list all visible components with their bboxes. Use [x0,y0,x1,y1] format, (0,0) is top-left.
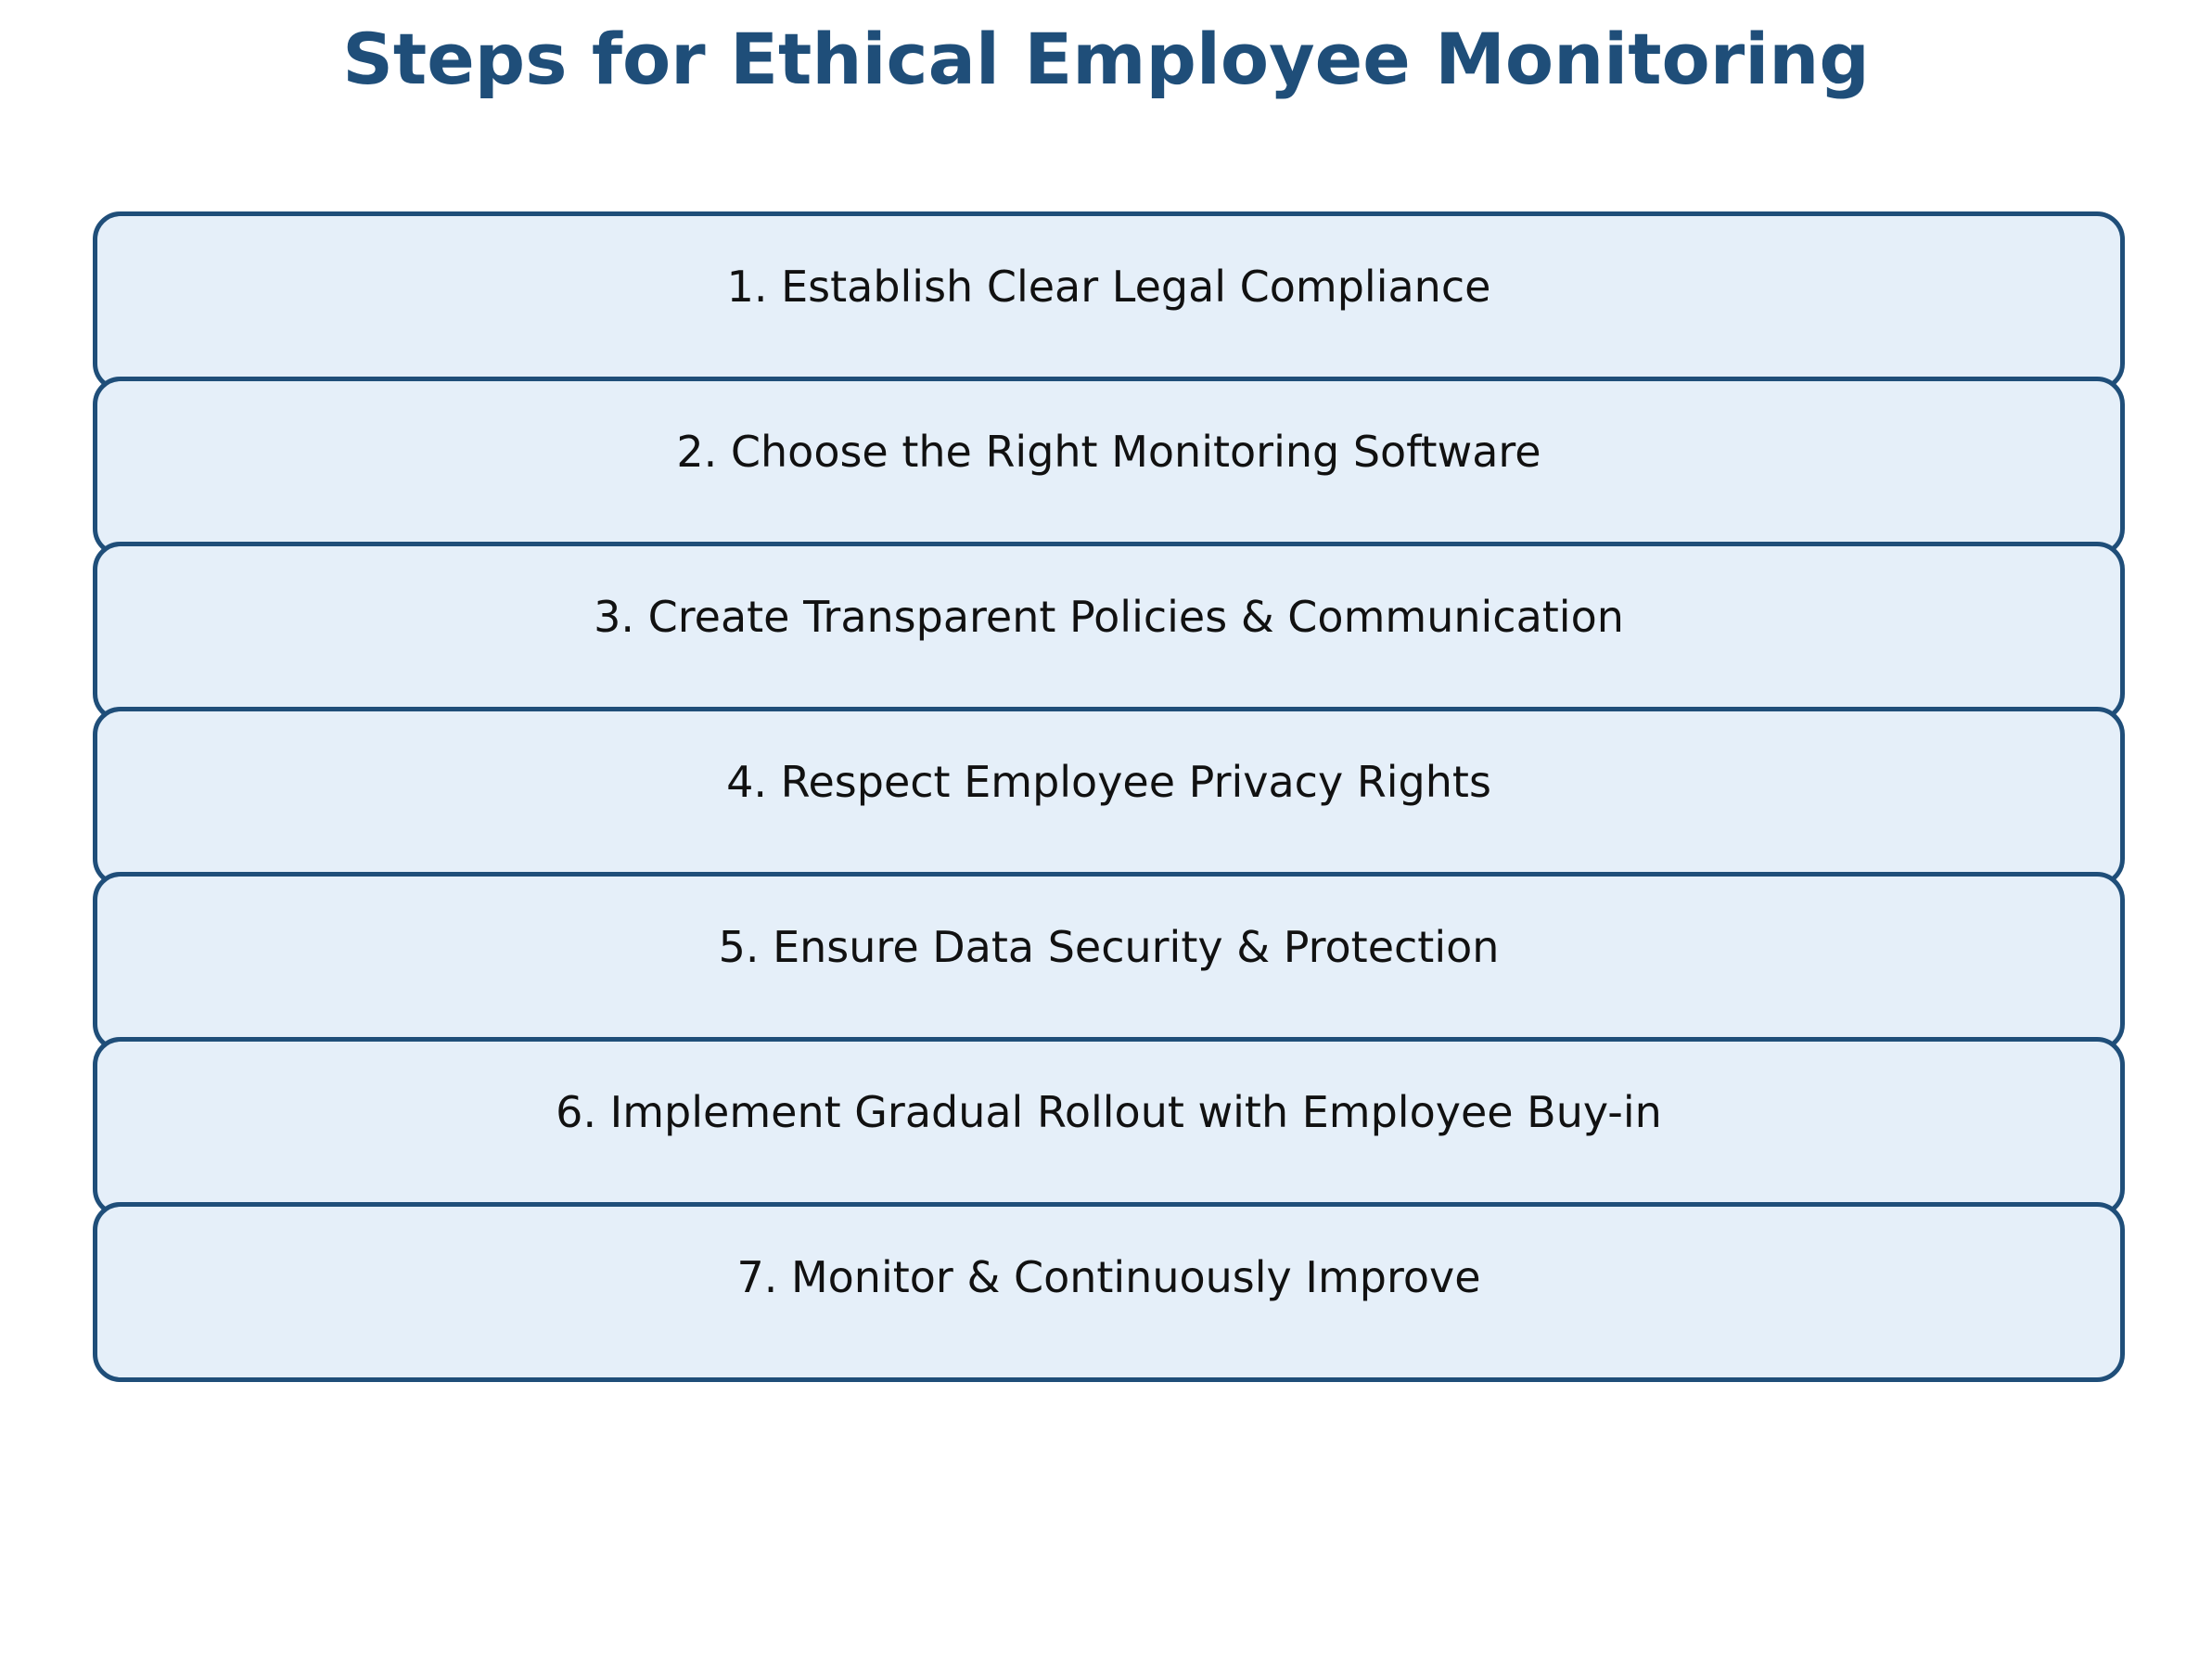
step-label-5: 5. Ensure Data Security & Protection [718,922,1500,972]
step-box-7 [93,1202,2125,1382]
step-box-2 [93,377,2125,557]
step-label-4: 4. Respect Employee Privacy Rights [726,757,1491,807]
step-label-1: 1. Establish Clear Legal Compliance [726,262,1491,312]
step-box-3 [93,542,2125,722]
step-box-5 [93,872,2125,1052]
step-label-3: 3. Create Transparent Policies & Communication [594,592,1624,642]
step-label-7: 7. Monitor & Continuously Improve [736,1252,1481,1302]
step-box-6 [93,1037,2125,1217]
step-label-6: 6. Implement Gradual Rollout with Employee Buy-in [556,1087,1662,1137]
step-box-4 [93,707,2125,887]
step-box-1 [93,211,2125,391]
diagram-title: Steps for Ethical Employee Monitoring [342,18,1870,100]
step-label-2: 2. Choose the Right Monitoring Software [676,427,1541,477]
steps-flow [93,211,2125,1382]
